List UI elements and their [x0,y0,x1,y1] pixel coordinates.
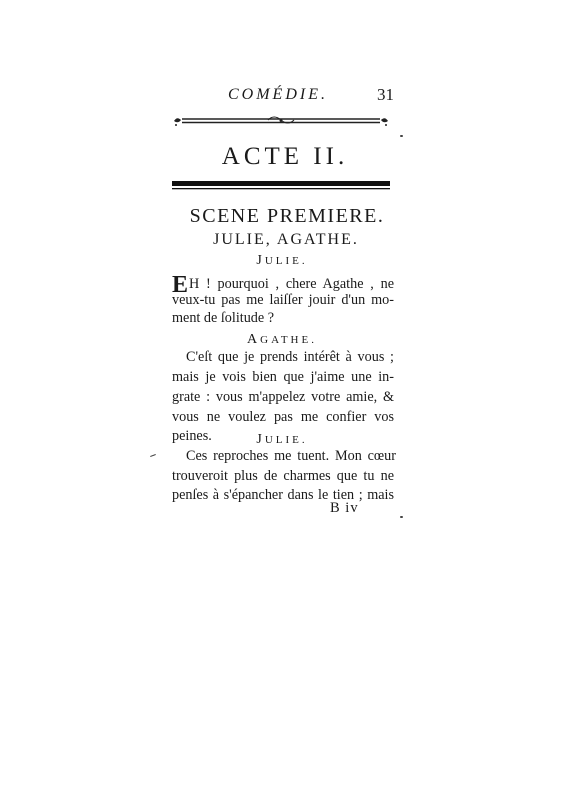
scene-title: SCENE PREMIERE. [189,205,385,227]
page-number: 31 [377,85,394,104]
text-line: grate : vous m'appelez votre amie, & [172,389,394,405]
thick-rule [172,181,390,190]
running-head [0,86,564,108]
text-line: C'eſt que je prends intérêt à vous ; [186,349,394,365]
ornamental-rule [172,113,390,129]
text-line: trouveroit plus de charmes que tu ne [172,468,394,484]
speaker-name: JULIE. [256,253,308,268]
running-title: COMÉDIE. [228,86,328,103]
scene-characters: JULIE, AGATHE. [213,231,359,248]
text-line: EH ! pourquoi , chere Agathe , ne [172,272,394,298]
page-speck [150,454,156,457]
speaker-name: AGATHE. [247,332,317,347]
page-speck [400,516,403,518]
text-line: Ces reproches me tuent. Mon cœur [186,448,396,464]
page-speck [400,135,403,137]
text-line: ment de ſolitude ? [172,310,275,326]
text-line: peines. [172,428,212,444]
text-line: veux-tu pas me laiſſer jouir d'un mo- [172,292,394,308]
speaker-name: JULIE. [256,432,308,447]
act-title: ACTE II. [221,143,349,170]
text-line: mais je vois bien que j'aime une in- [172,369,394,385]
drop-cap: E [172,272,189,298]
text-line: penſes à s'épancher dans le tien ; mais [172,487,394,503]
signature-mark: B iv [330,500,359,516]
text-line: vous ne voulez pas me confier vos [172,409,394,425]
